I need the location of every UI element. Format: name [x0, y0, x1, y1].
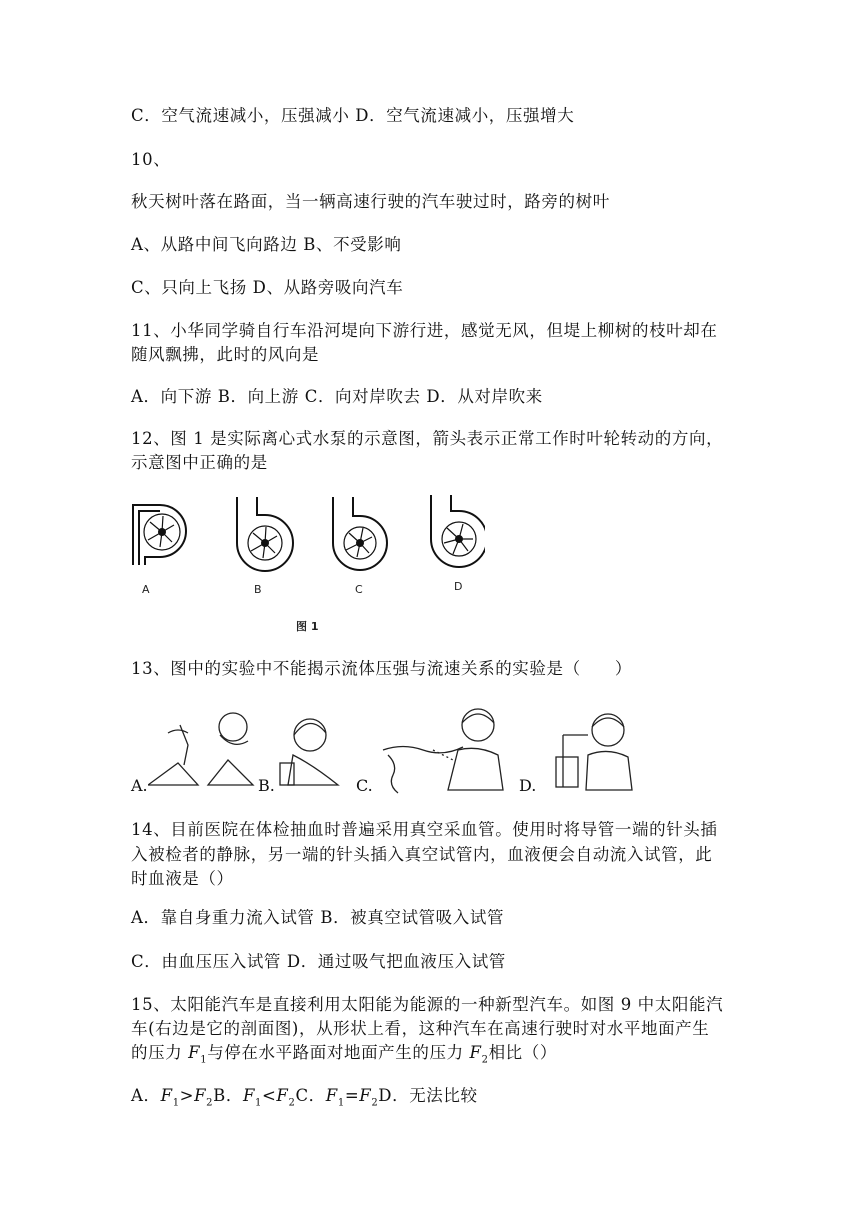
fig1-label-c: C — [355, 583, 363, 596]
q10-option-cd: C、只向上飞扬 D、从路旁吸向汽车 — [131, 278, 404, 297]
fig13-label-d: D. — [519, 776, 537, 795]
q10-option-ab: A、从路中间飞向路边 B、不受影响 — [131, 235, 402, 254]
q13-stem: 13、图中的实验中不能揭示流体压强与流速关系的实验是（ ） — [131, 659, 632, 678]
figure-1-pumps — [125, 495, 485, 605]
fig1-label-d: D — [454, 580, 463, 593]
fig13-label-c: C. — [356, 776, 373, 795]
q11-stem-line1: 11、小华同学骑自行车沿河堤向下游行进，感觉无风，但堤上柳树的枝叶却在 — [131, 321, 718, 340]
q15-stem-line3: 的压力 $F_1$与停在水平路面对地面产生的压力 $F_2$相比（） — [131, 1043, 557, 1066]
q11-stem-line2: 随风飘拂，此时的风向是 — [131, 345, 320, 364]
q11-options: A．向下游 B．向上游 C．向对岸吹去 D．从对岸吹来 — [131, 387, 543, 406]
q15-options: A．$F_1>F_2B$．$F_1<F_2C$．$F_1=F_2D$．无法比较 — [131, 1086, 478, 1109]
q15-stem-line2: 车(右边是它的剖面图)，从形状上看，这种汽车在高速行驶时对水平地面产生 — [131, 1019, 710, 1038]
q14-stem-line1: 14、目前医院在体检抽血时普遍采用真空采血管。使用时将导管一端的针头插 — [131, 820, 718, 839]
q9-option-cd: C．空气流速减小，压强减小 D．空气流速减小，压强增大 — [131, 106, 575, 125]
fig1-label-a: A — [142, 583, 150, 596]
q14-stem-line2: 入被检者的静脉，另一端的针头插入真空试管内，血液便会自动流入试管，此 — [131, 845, 713, 864]
q14-option-cd: C．由血压压入试管 D．通过吸气把血液压入试管 — [131, 952, 506, 971]
fig13-label-b: B. — [258, 776, 275, 795]
q10-stem: 秋天树叶落在路面，当一辆高速行驶的汽车驶过时，路旁的树叶 — [131, 192, 610, 211]
experiment-c-image — [383, 709, 503, 793]
pump-b — [237, 497, 293, 571]
fig13-label-a: A. — [131, 776, 148, 795]
experiment-b-image — [280, 719, 338, 785]
fig1-label-b: B — [254, 583, 262, 596]
pump-a — [133, 505, 186, 565]
q12-stem-line1: 12、图 1 是实际离心式水泵的示意图，箭头表示正常工作时叶轮转动的方向， — [131, 429, 724, 448]
q10-number: 10、 — [131, 150, 171, 169]
q14-stem-line3: 时血液是（） — [131, 869, 234, 888]
q12-stem-line2: 示意图中正确的是 — [131, 453, 268, 472]
experiment-a-image — [148, 713, 253, 785]
figure-13-experiments — [148, 705, 668, 800]
q15-stem-line1: 15、太阳能汽车是直接利用太阳能为能源的一种新型汽车。如图 9 中太阳能汽 — [131, 995, 724, 1014]
pump-c — [333, 497, 387, 570]
experiment-d-image — [556, 714, 632, 790]
fig1-caption: 图 1 — [296, 620, 319, 633]
q14-option-ab: A．靠自身重力流入试管 B．被真空试管吸入试管 — [131, 908, 505, 927]
pump-d — [431, 495, 485, 567]
